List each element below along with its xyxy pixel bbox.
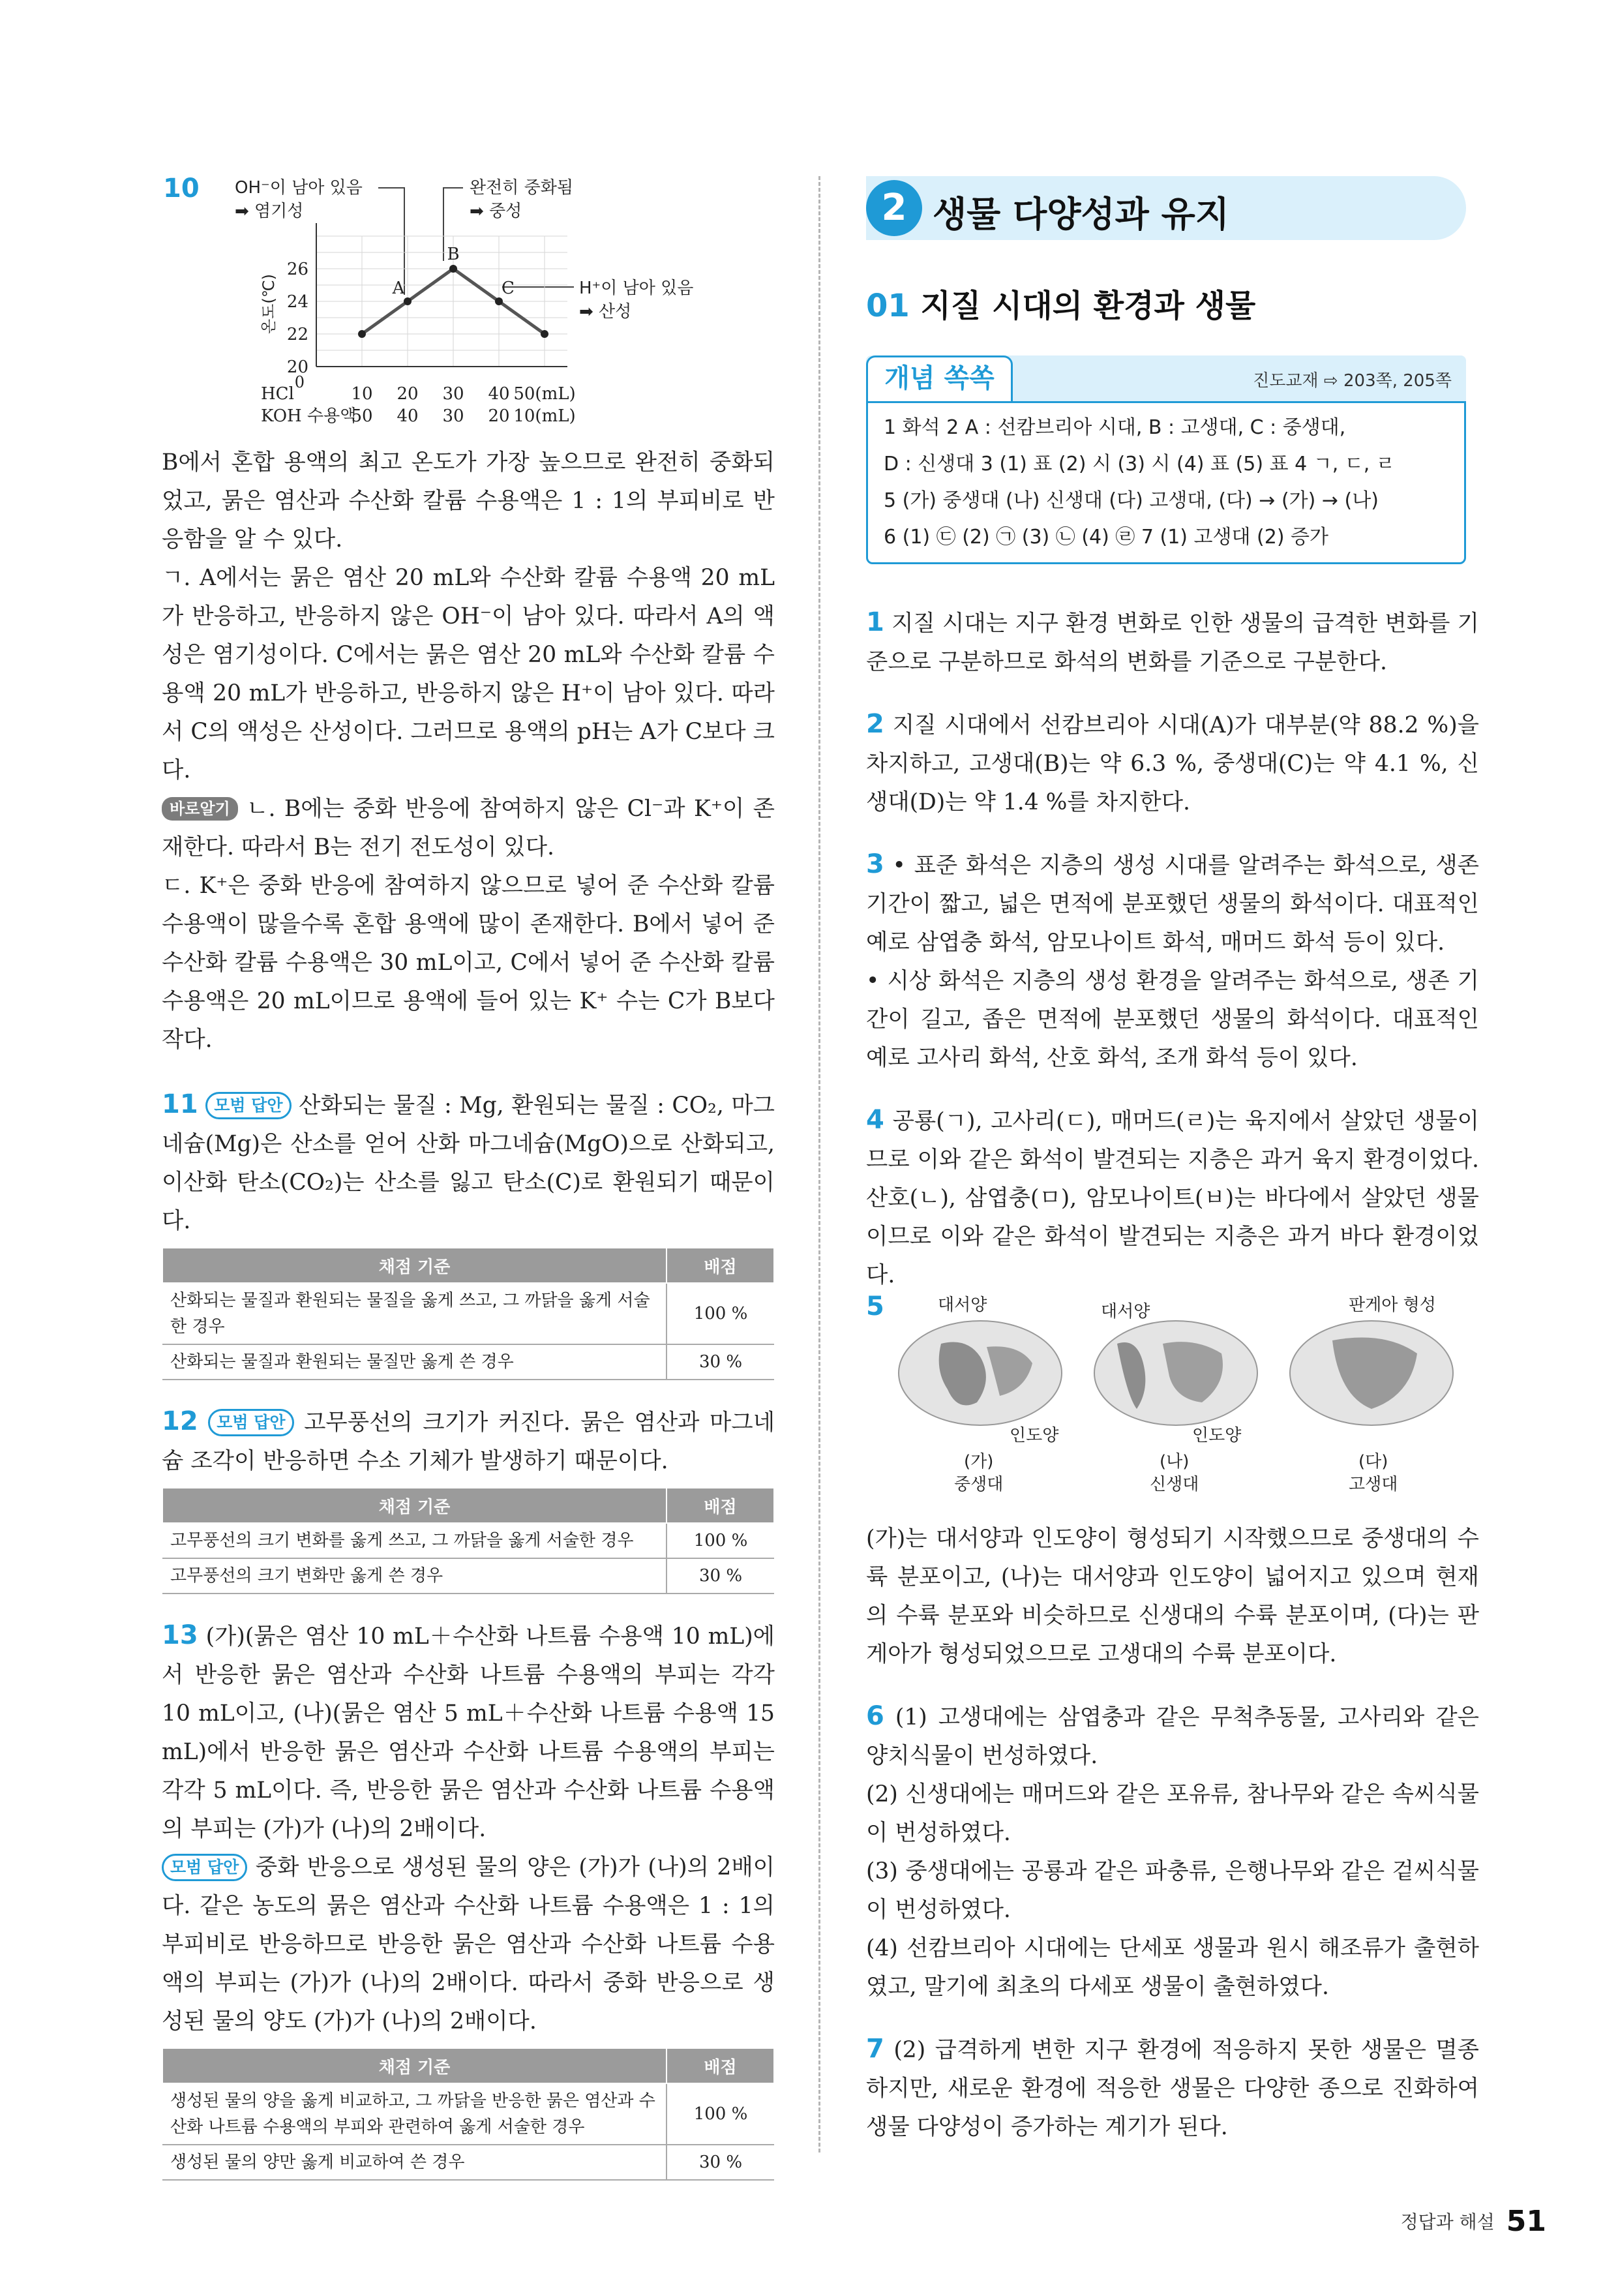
a3-number: 3 <box>866 849 884 879</box>
q6-item: (1) 고생대에는 삼엽충과 같은 무척추동물, 고사리와 같은 양치식물이 번성하였다. <box>866 1704 1480 1769</box>
score-cell: 30 % <box>667 1344 774 1380</box>
q10-number: 10 <box>163 174 200 204</box>
q7-text: (2) 급격하게 변한 지구 환경에 적응하지 못한 생물은 멸종하지만, 새로운 환경에 적응한 생물은 다양한 종으로 진화하여 생물 다양성이 증가하는 계기가 된다. <box>866 2037 1480 2140</box>
correction-badge: 바로알기 <box>162 797 238 821</box>
point-label: B <box>447 245 460 264</box>
map-top-label: 대서양 <box>1101 1302 1150 1322</box>
temperature-chart <box>163 171 750 425</box>
concept-line: 5 (가) 중생대 (나) 신생대 (다) 고생대, (다) → (가) → (나) <box>884 489 1379 512</box>
label-left: OH⁻이 남아 있음 <box>235 178 363 198</box>
map-label: (다) <box>1358 1452 1388 1472</box>
score-cell: 100 % <box>667 2083 774 2145</box>
plot-area <box>287 223 576 425</box>
page-footer <box>1401 2205 1546 2238</box>
score-cell: 30 % <box>667 1558 774 1594</box>
map-mesozoic <box>892 1292 1081 1507</box>
q6-item: (2) 신생대에는 매머드와 같은 포유류, 참나무와 같은 속씨식물이 번성하였다. <box>866 1781 1479 1846</box>
map-top-label: 판게아 형성 <box>1349 1295 1436 1315</box>
q12-number: 12 <box>162 1406 198 1436</box>
label-mid-2: ➡ 중성 <box>470 202 522 221</box>
criteria-cell: 생성된 물의 양만 옳게 비교하여 쓴 경우 <box>162 2145 667 2180</box>
x-tick-label: 50 <box>351 406 373 425</box>
q13-text: (가)(묽은 염산 10 mL＋수산화 나트륨 수용액 10 mL)에서 반응한 묽은 염산과 수산화 나트륨 수용액의 부피는 각각 10 mL이고, (나)(묽은 염산 5 mL＋수산화 나트륨 수용액 15 mL)에서 반응한 묽은 염산과 수산화 나트륨 수용액의 부피는 각각 5 mL이다. 즉, 반응한 묽은 염산과 수산화 나트륨 수용액의 부피는 (가)가 (나)의 2배이다. <box>162 1624 775 1842</box>
concept-box <box>866 355 1466 577</box>
criteria-cell: 고무풍선의 크기 변화만 옳게 쓴 경우 <box>162 1558 667 1594</box>
point-label: A <box>392 279 405 298</box>
table-row <box>162 1344 774 1380</box>
criteria-cell: 고무풍선의 크기 변화를 옳게 쓰고, 그 까닭을 옳게 서술한 경우 <box>162 1523 667 1558</box>
table-row <box>162 1283 774 1344</box>
q12-text: 고무풍선의 크기가 커진다. 묽은 염산과 마그네슘 조각이 반응하면 수소 기체가 발생하기 때문이다. <box>162 1410 775 1474</box>
concept-answers <box>866 401 1466 564</box>
a4-number: 4 <box>866 1105 884 1135</box>
origin-label: 0 <box>294 373 305 391</box>
concept-tab: 개념 쏙쏙 <box>866 355 1013 401</box>
concept-line: 6 (1) ㉢ (2) ㉠ (3) ㉡ (4) ㉣ 7 (1) 고생대 (2) 증가 <box>884 526 1329 549</box>
map-label: (나) <box>1160 1452 1190 1472</box>
q6-item: (3) 중생대에는 공룡과 같은 파충류, 은행나무와 같은 겉씨식물이 번성하였다. <box>866 1858 1479 1923</box>
continent-maps <box>866 1292 1479 1513</box>
table-row <box>162 1523 774 1558</box>
table-header: 채점 기준 <box>162 2048 667 2083</box>
row-hcl: HCl <box>261 384 294 404</box>
table-row <box>162 1558 774 1594</box>
map-era: 중생대 <box>954 1475 1004 1494</box>
q7-number: 7 <box>866 2034 884 2064</box>
q10-chart <box>163 171 750 425</box>
criteria-cell: 산화되는 물질과 환원되는 물질만 옳게 쓴 경우 <box>162 1344 667 1380</box>
data-point <box>358 330 366 338</box>
table-header: 배점 <box>667 1488 774 1523</box>
footer-label: 정답과 해설 <box>1400 2211 1495 2233</box>
criteria-cell: 생성된 물의 양을 옳게 비교하고, 그 까닭을 반응한 묽은 염산과 수산화 나트륨 수용액의 부피와 관련하여 옳게 서술한 경우 <box>162 2083 667 2145</box>
map-bottom-label: 인도양 <box>1010 1426 1059 1445</box>
y-axis-label: 온도(℃) <box>260 273 278 334</box>
subsection-number: 01 <box>866 288 910 324</box>
concept-line: 1 화석 2 A : 선캄브리아 시대, B : 고생대, C : 중생대, <box>884 416 1346 439</box>
model-answer-badge: 모범 답안 <box>205 1092 291 1119</box>
y-tick-label: 24 <box>286 292 308 312</box>
table-row <box>162 2083 774 2145</box>
score-cell: 30 % <box>667 2145 774 2180</box>
map-bottom-label: 인도양 <box>1192 1426 1242 1445</box>
q13-criteria-table <box>162 2047 775 2181</box>
q13-answer: 중화 반응으로 생성된 물의 양은 (가)가 (나)의 2배이다. 같은 농도의 묽은 염산과 수산화 나트륨 수용액은 1 : 1의 부피비로 반응하므로 반응한 묽은 염산과 수산화 나트륨 수용액의 부피는 (가)가 (나)의 2배이다. 따라서 중화 반응으로 생성된 물의 양도 (가)가 (나)의 2배이다. <box>162 1854 775 2034</box>
data-point <box>541 330 548 338</box>
data-point <box>449 265 457 273</box>
data-point <box>495 297 503 305</box>
row-koh: KOH 수용액 <box>261 406 357 425</box>
table-header: 배점 <box>667 1248 774 1283</box>
a3-text: • 표준 화석은 지층의 생성 시대를 알려주는 화석으로, 생존 기간이 짧고, 넓은 면적에 분포했던 생물의 화석이다. 대표적인 예로 삼엽충 화석, 암모나이트 화석, 매머드 화석 등이 있다. <box>866 853 1479 956</box>
q5-text: (가)는 대서양과 인도양이 형성되기 시작했으므로 중생대의 수륙 분포이고, (나)는 대서양과 인도양이 넓어지고 있으며 현재의 수륙 분포와 비슷하므로 신생대의 수륙 분포이며, (다)는 판게아가 형성되었으므로 고생대의 수륙 분포이다. <box>866 1526 1479 1667</box>
table-header: 채점 기준 <box>162 1488 667 1523</box>
concept-line: D : 신생대 3 (1) 표 (2) 시 (3) 시 (4) 표 (5) 표 4 ㄱ, ㄷ, ㄹ <box>884 453 1395 476</box>
q12-criteria-table <box>162 1487 775 1594</box>
score-cell: 100 % <box>667 1523 774 1558</box>
point-label: C <box>502 279 515 298</box>
globe-map-icon <box>1287 1318 1456 1428</box>
q10-text-2: ㄱ. A에서는 묽은 염산 20 mL와 수산화 칼륨 수용액 20 mL가 반응하고, 반응하지 않은 OH⁻이 남아 있다. 따라서 A의 액성은 염기성이다. C에서는 묽은 염산 20 mL와 수산화 칼륨 수용액 20 mL가 반응하고, 반응하지 않은 H⁺이 남아 있다. 따라서 C의 액성은 산성이다. 그러므로 용액의 pH는 A가 C보다 크다. <box>162 565 775 783</box>
score-cell: 100 % <box>667 1283 774 1344</box>
column-divider <box>818 176 820 2152</box>
table-header: 채점 기준 <box>162 1248 667 1283</box>
x-tick-label: 50(mL) <box>513 384 576 404</box>
map-era: 고생대 <box>1349 1475 1398 1494</box>
q13-number: 13 <box>162 1620 198 1650</box>
x-tick-label: 10 <box>351 384 373 404</box>
y-tick-label: 20 <box>286 357 308 377</box>
x-tick-label: 40 <box>397 406 419 425</box>
q6-number: 6 <box>866 1701 884 1731</box>
q10-text-1: B에서 혼합 용액의 최고 온도가 가장 높으므로 완전히 중화되었고, 묽은 염산과 수산화 칼륨 수용액은 1 : 1의 부피비로 반응함을 알 수 있다. <box>162 449 775 552</box>
q5-number: 5 <box>866 1292 884 1322</box>
q10-text-4: ㄷ. K⁺은 중화 반응에 참여하지 않으므로 넣어 준 수산화 칼륨 수용액이 많을수록 혼합 용액에 많이 존재한다. B에서 넣어 준 수산화 칼륨 수용액은 30 mL이고, C에서 넣어 준 수산화 칼륨 수용액은 20 mL이므로 용액에 들어 있는 K⁺ 수는 C가 B보다 작다. <box>162 873 775 1053</box>
x-tick-label: 20 <box>488 406 510 425</box>
map-cenozoic <box>1088 1292 1277 1507</box>
y-tick-label: 26 <box>286 260 308 279</box>
label-right: H⁺이 남아 있음 <box>579 279 694 298</box>
globe-map-icon <box>895 1318 1065 1428</box>
a4-text: 공룡(ㄱ), 고사리(ㄷ), 매머드(ㄹ)는 육지에서 살았던 생물이므로 이와 같은 화석이 발견되는 지층은 과거 육지 환경이었다. 산호(ㄴ), 삼엽충(ㅁ), 암모나이트(ㅂ)는 바다에서 살았던 생물이므로 이와 같은 화석이 발견되는 지층은 과거 바다 환경이었다. <box>866 1108 1480 1288</box>
globe-map-icon <box>1091 1318 1261 1428</box>
q11-text: 산화되는 물질 : Mg, 환원되는 물질 : CO₂, 마그네슘(Mg)은 산소를 얻어 산화 마그네슘(MgO)으로 산화되고, 이산화 탄소(CO₂)는 산소를 잃고 탄소(C)로 환원되기 때문이다. <box>162 1093 775 1234</box>
q6-item: (4) 선캄브리아 시대에는 단세포 생물과 원시 해조류가 출현하였고, 말기에 최초의 다세포 생물이 출현하였다. <box>866 1935 1479 2000</box>
x-tick-label: 20 <box>397 384 419 404</box>
model-answer-badge: 모범 답안 <box>162 1854 247 1881</box>
x-tick-label: 10(mL) <box>513 406 576 425</box>
a2-number: 2 <box>866 709 884 739</box>
map-top-label: 대서양 <box>938 1295 987 1315</box>
x-tick-label: 30 <box>442 406 464 425</box>
concept-reference: 진도교재 ⇨ 203쪽, 205쪽 <box>1253 371 1452 391</box>
table-row <box>162 2145 774 2180</box>
label-right-2: ➡ 산성 <box>579 302 632 322</box>
q10-text-3: ㄴ. B에는 중화 반응에 참여하지 않은 Cl⁻과 K⁺이 존재한다. 따라서 B는 전기 전도성이 있다. <box>162 796 775 860</box>
model-answer-badge: 모범 답안 <box>208 1409 293 1436</box>
table-header: 배점 <box>667 2048 774 2083</box>
section-title: 생물 다양성과 유지 <box>933 194 1229 235</box>
a2-text: 지질 시대에서 선캄브리아 시대(A)가 대부분(약 88.2 %)을 차지하고, 고생대(B)는 약 6.3 %, 중생대(C)는 약 4.1 %, 신생대(D)는 약 1.4 %를 차지한다. <box>866 712 1479 815</box>
a1-text: 지질 시대는 지구 환경 변화로 인한 생물의 급격한 변화를 기준으로 구분하므로 화석의 변화를 기준으로 구분한다. <box>866 611 1479 675</box>
a1-number: 1 <box>866 607 884 637</box>
a3-text-2: • 시상 화석은 지층의 생성 환경을 알려주는 화석으로, 생존 기간이 길고, 좁은 면적에 분포했던 생물의 화석이다. 대표적인 예로 고사리 화석, 산호 화석, 조개 화석 등이 있다. <box>866 968 1479 1071</box>
criteria-cell: 산화되는 물질과 환원되는 물질을 옳게 쓰고, 그 까닭을 옳게 서술한 경우 <box>162 1283 667 1344</box>
subsection-title: 지질 시대의 환경과 생물 <box>920 288 1256 324</box>
map-label: (가) <box>964 1452 994 1472</box>
label-left-2: ➡ 염기성 <box>235 202 304 221</box>
data-point <box>404 297 412 305</box>
map-era: 신생대 <box>1150 1475 1199 1494</box>
page-number: 51 <box>1506 2205 1546 2238</box>
q11-criteria-table <box>162 1247 775 1380</box>
q11-number: 11 <box>162 1089 198 1119</box>
map-paleozoic <box>1283 1292 1473 1507</box>
x-tick-label: 40 <box>488 384 510 404</box>
x-tick-label: 30 <box>442 384 464 404</box>
y-tick-label: 22 <box>286 325 308 344</box>
section-number: 2 <box>866 180 922 236</box>
label-mid: 완전히 중화됨 <box>470 178 573 198</box>
